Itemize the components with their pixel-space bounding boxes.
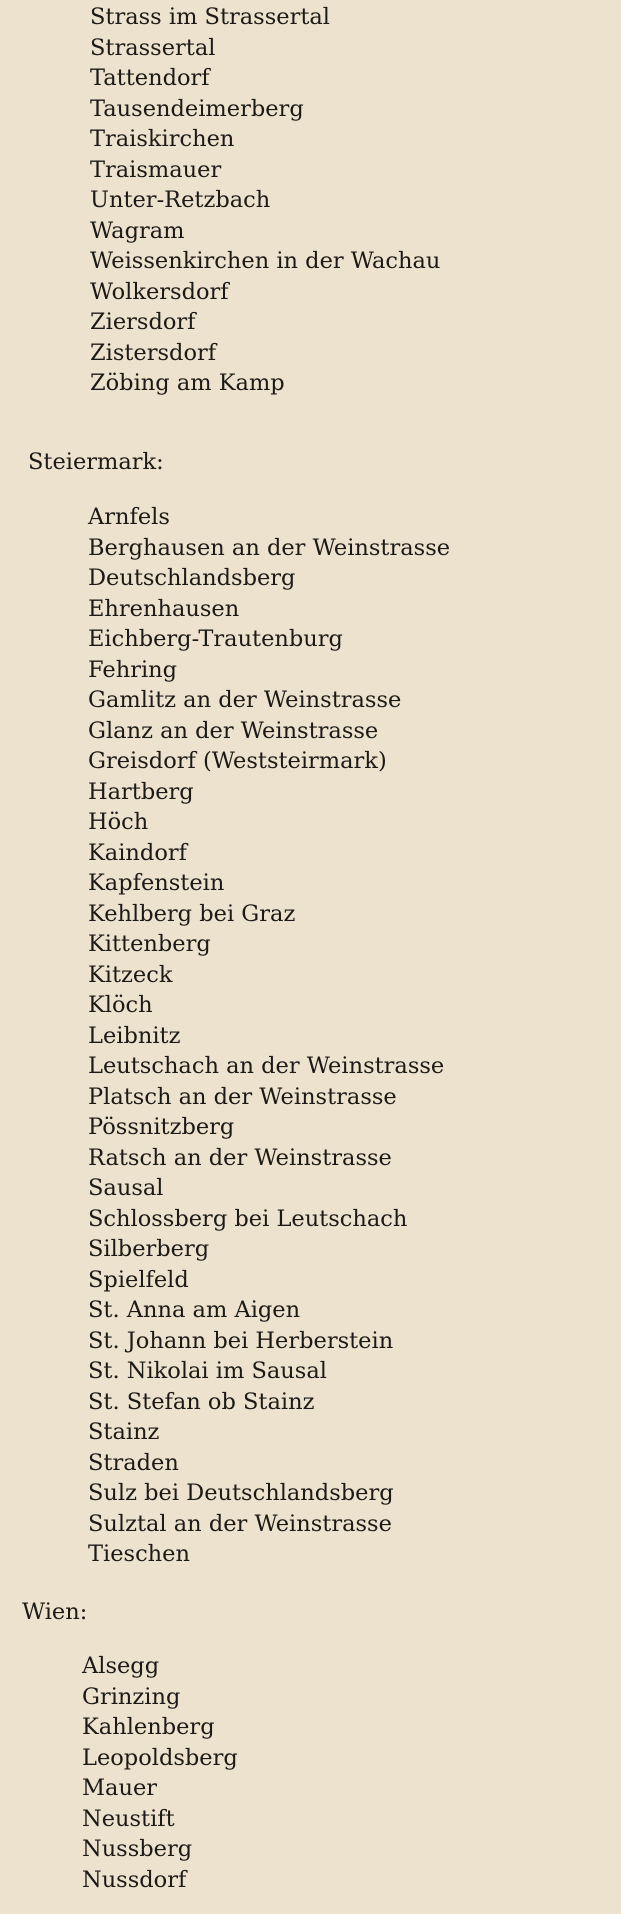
place-item: Grinzing (82, 1683, 181, 1710)
place-item: Strassertal (90, 34, 216, 61)
place-item: Wolkersdorf (90, 278, 229, 305)
section-heading-wien: Wien: (22, 1599, 88, 1625)
steiermark-place-list (88, 502, 450, 1570)
place-item: Klöch (88, 992, 153, 1018)
place-item: Fehring (88, 656, 178, 683)
place-item: Tattendorf (90, 65, 210, 91)
place-item: Weissenkirchen in der Wachau (90, 248, 441, 274)
place-item: Silberberg (88, 1236, 210, 1262)
place-item: Arnfels (88, 504, 170, 530)
place-item: Kapfenstein (88, 870, 225, 896)
place-item: Kittenberg (88, 931, 211, 957)
niederoesterreich-place-list (90, 2, 440, 399)
place-item: Leibnitz (88, 1022, 181, 1049)
place-item: Leutschach an der Weinstrasse (88, 1053, 445, 1079)
place-item: Kahlenberg (82, 1714, 215, 1740)
place-item: Greisdorf (Weststeirmark) (88, 748, 387, 774)
place-item: Wagram (90, 217, 185, 244)
place-item: Nussberg (82, 1836, 193, 1862)
place-item: Zöbing am Kamp (90, 370, 285, 396)
place-item: Tieschen (88, 1541, 190, 1567)
place-item: Mauer (82, 1775, 158, 1801)
place-item: Kitzeck (88, 961, 173, 988)
place-item: Stainz (88, 1419, 160, 1445)
wien-place-list (82, 1651, 238, 1895)
place-item: Sausal (88, 1175, 164, 1201)
place-item: Tausendeimerberg (90, 95, 304, 122)
place-item: Ratsch an der Weinstrasse (88, 1144, 392, 1171)
place-item: Platsch an der Weinstrasse (88, 1083, 397, 1110)
place-item: Traismauer (90, 156, 222, 183)
place-item: St. Anna am Aigen (88, 1297, 301, 1323)
place-item: Sulz bei Deutschlandsberg (88, 1480, 394, 1506)
place-item: Deutschlandsberg (88, 565, 296, 591)
place-item: Leopoldsberg (82, 1744, 238, 1771)
place-item: Kehlberg bei Graz (88, 900, 296, 927)
place-item: Alsegg (82, 1653, 160, 1679)
place-item: Spielfeld (88, 1266, 189, 1293)
place-item: Höch (88, 809, 149, 835)
place-item: Berghausen an der Weinstrasse (88, 534, 451, 561)
place-item: Neustift (82, 1805, 175, 1832)
place-item: Pössnitzberg (88, 1114, 235, 1140)
place-item: St. Johann bei Herberstein (88, 1327, 394, 1354)
place-item: Ehrenhausen (88, 595, 240, 622)
section-heading-steiermark: Steiermark: (28, 449, 164, 475)
place-item: St. Stefan ob Stainz (88, 1388, 315, 1415)
place-item: Eichberg-Trautenburg (88, 626, 343, 652)
place-item: Hartberg (88, 778, 194, 805)
place-item: Strass im Strassertal (90, 4, 330, 30)
place-item: Traiskirchen (90, 126, 235, 152)
place-item: Nussdorf (82, 1866, 187, 1893)
place-item: Sulztal an der Weinstrasse (88, 1510, 392, 1537)
place-item: Zistersdorf (90, 339, 217, 366)
place-item: St. Nikolai im Sausal (88, 1358, 327, 1384)
place-item: Kaindorf (88, 839, 187, 866)
place-item: Straden (88, 1449, 179, 1476)
place-item: Ziersdorf (90, 309, 196, 335)
place-item: Glanz an der Weinstrasse (88, 717, 379, 744)
place-item: Unter-Retzbach (90, 187, 271, 213)
place-item: Gamlitz an der Weinstrasse (88, 687, 402, 713)
place-item: Schlossberg bei Leutschach (88, 1205, 408, 1232)
